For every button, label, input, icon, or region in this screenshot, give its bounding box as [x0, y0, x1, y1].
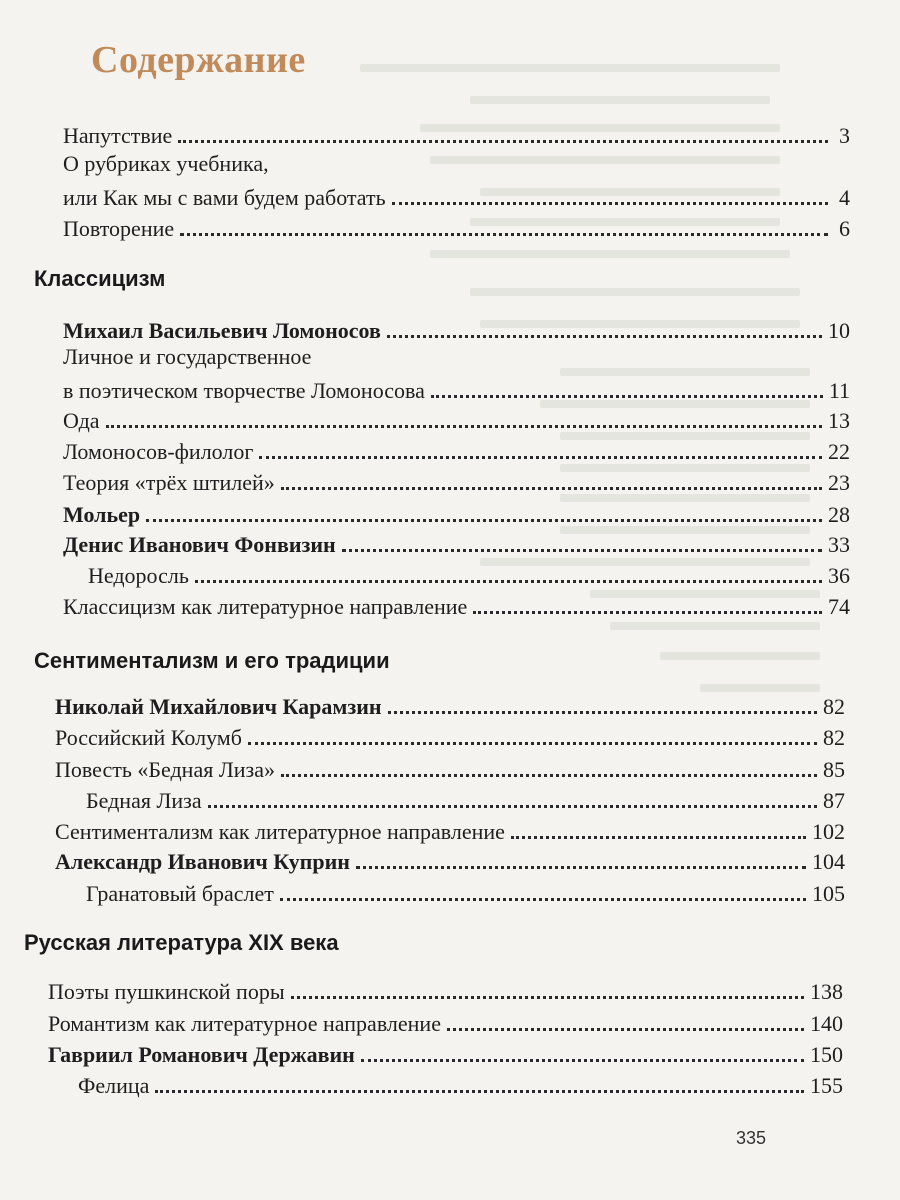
entry-page: 140 — [810, 1011, 843, 1036]
entry-page: 104 — [812, 849, 845, 874]
entry-label: Мольер — [63, 502, 141, 527]
entry-label: Денис Иванович Фонвизин — [63, 532, 336, 557]
toc-entry[interactable] — [63, 210, 850, 242]
entry-label-line1: Личное и государственное — [63, 344, 312, 369]
entry-label: Напутствие — [63, 123, 173, 148]
entry-label: Теория «трёх штилей» — [63, 470, 275, 495]
toc-entry[interactable] — [86, 875, 845, 907]
entry-page: 6 — [839, 216, 850, 241]
leader-dots — [280, 898, 806, 901]
leader-dots — [291, 996, 804, 999]
entry-page: 102 — [812, 819, 845, 844]
leader-dots — [356, 866, 806, 869]
page-title: Содержание — [91, 39, 306, 81]
toc-entry[interactable] — [63, 496, 850, 528]
leader-dots — [361, 1059, 804, 1062]
entry-page: 3 — [839, 123, 850, 148]
toc-entry[interactable] — [88, 557, 850, 589]
toc-entry[interactable] — [55, 688, 845, 720]
entry-page: 85 — [823, 757, 845, 782]
toc-entry[interactable] — [63, 526, 850, 558]
entry-label: Романтизм как литературное направление — [48, 1011, 441, 1036]
section-heading: Сентиментализм и его традиции — [34, 648, 390, 673]
leader-dots — [342, 549, 822, 552]
entry-label: Ода — [63, 408, 100, 433]
toc-entry[interactable] — [86, 782, 845, 814]
entry-page: 105 — [812, 881, 845, 906]
leader-dots — [431, 395, 823, 398]
entry-page: 33 — [828, 532, 850, 557]
leader-dots — [106, 425, 822, 428]
toc-entry[interactable] — [48, 973, 843, 1005]
entry-label: Бедная Лиза — [86, 788, 202, 813]
entry-page: 11 — [828, 378, 850, 403]
toc-entry[interactable] — [48, 1005, 843, 1037]
leader-dots — [473, 611, 822, 614]
leader-dots — [208, 805, 817, 808]
entry-page: 4 — [839, 185, 850, 210]
entry-page: 23 — [828, 470, 850, 495]
entry-label: или Как мы с вами будем работать — [63, 185, 386, 210]
entry-label: Гранатовый браслет — [86, 881, 274, 906]
entry-label: Ломоносов-филолог — [63, 439, 254, 464]
entry-label-line1: О рубриках учебника, — [63, 151, 269, 176]
section-heading: Классицизм — [34, 266, 166, 291]
entry-label: Повесть «Бедная Лиза» — [55, 757, 275, 782]
page-number: 335 — [736, 1128, 767, 1148]
toc-entry[interactable] — [63, 402, 850, 434]
entry-label: Недоросль — [88, 563, 189, 588]
leader-dots — [281, 487, 822, 490]
leader-dots — [447, 1028, 804, 1031]
toc-entry[interactable] — [55, 813, 845, 845]
entry-page: 10 — [828, 318, 850, 343]
toc-entry[interactable] — [55, 751, 845, 783]
leader-dots — [180, 233, 828, 236]
leader-dots — [146, 519, 822, 522]
entry-label: Российский Колумб — [55, 725, 242, 750]
entry-page: 138 — [810, 979, 843, 1004]
entry-page: 150 — [810, 1042, 843, 1067]
leader-dots — [392, 202, 828, 205]
toc-entry[interactable] — [63, 464, 850, 496]
leader-dots — [259, 456, 822, 459]
toc-entry[interactable] — [63, 312, 850, 344]
toc-entry[interactable] — [48, 1036, 843, 1068]
leader-dots — [195, 580, 822, 583]
entry-label: Повторение — [63, 216, 175, 241]
entry-label: Николай Михайлович Карамзин — [55, 694, 382, 719]
entry-page: 87 — [823, 788, 845, 813]
toc-entry[interactable] — [55, 843, 845, 875]
leader-dots — [178, 140, 828, 143]
leader-dots — [388, 711, 817, 714]
entry-label: Фелица — [78, 1073, 150, 1098]
leader-dots — [281, 774, 817, 777]
entry-page: 13 — [828, 408, 850, 433]
entry-page: 82 — [823, 694, 845, 719]
entry-page: 28 — [828, 502, 850, 527]
entry-label: в поэтическом творчестве Ломоносова — [63, 378, 425, 403]
entry-label: Гавриил Романович Державин — [48, 1042, 355, 1067]
toc-entry[interactable] — [78, 1067, 843, 1099]
toc-entry[interactable] — [63, 433, 850, 465]
toc-entry[interactable] — [63, 588, 850, 620]
toc-entry[interactable] — [63, 117, 850, 149]
entry-label: Михаил Васильевич Ломоносов — [63, 318, 381, 343]
entry-page: 155 — [810, 1073, 843, 1098]
entry-label: Поэты пушкинской поры — [48, 979, 285, 1004]
section-heading: Русская литература XIX века — [24, 930, 339, 955]
entry-page: 82 — [823, 725, 845, 750]
entry-label: Александр Иванович Куприн — [55, 849, 350, 874]
entry-page: 22 — [828, 439, 850, 464]
leader-dots — [155, 1090, 804, 1093]
toc-entry[interactable] — [63, 179, 850, 211]
toc-entry[interactable] — [63, 372, 850, 404]
leader-dots — [387, 335, 822, 338]
entry-label: Сентиментализм как литературное направление — [55, 819, 505, 844]
entry-page: 36 — [828, 563, 850, 588]
entry-label: Классицизм как литературное направление — [63, 594, 468, 619]
leader-dots — [511, 836, 806, 839]
entry-page: 74 — [828, 594, 850, 619]
toc-entry[interactable] — [55, 719, 845, 751]
leader-dots — [248, 742, 817, 745]
